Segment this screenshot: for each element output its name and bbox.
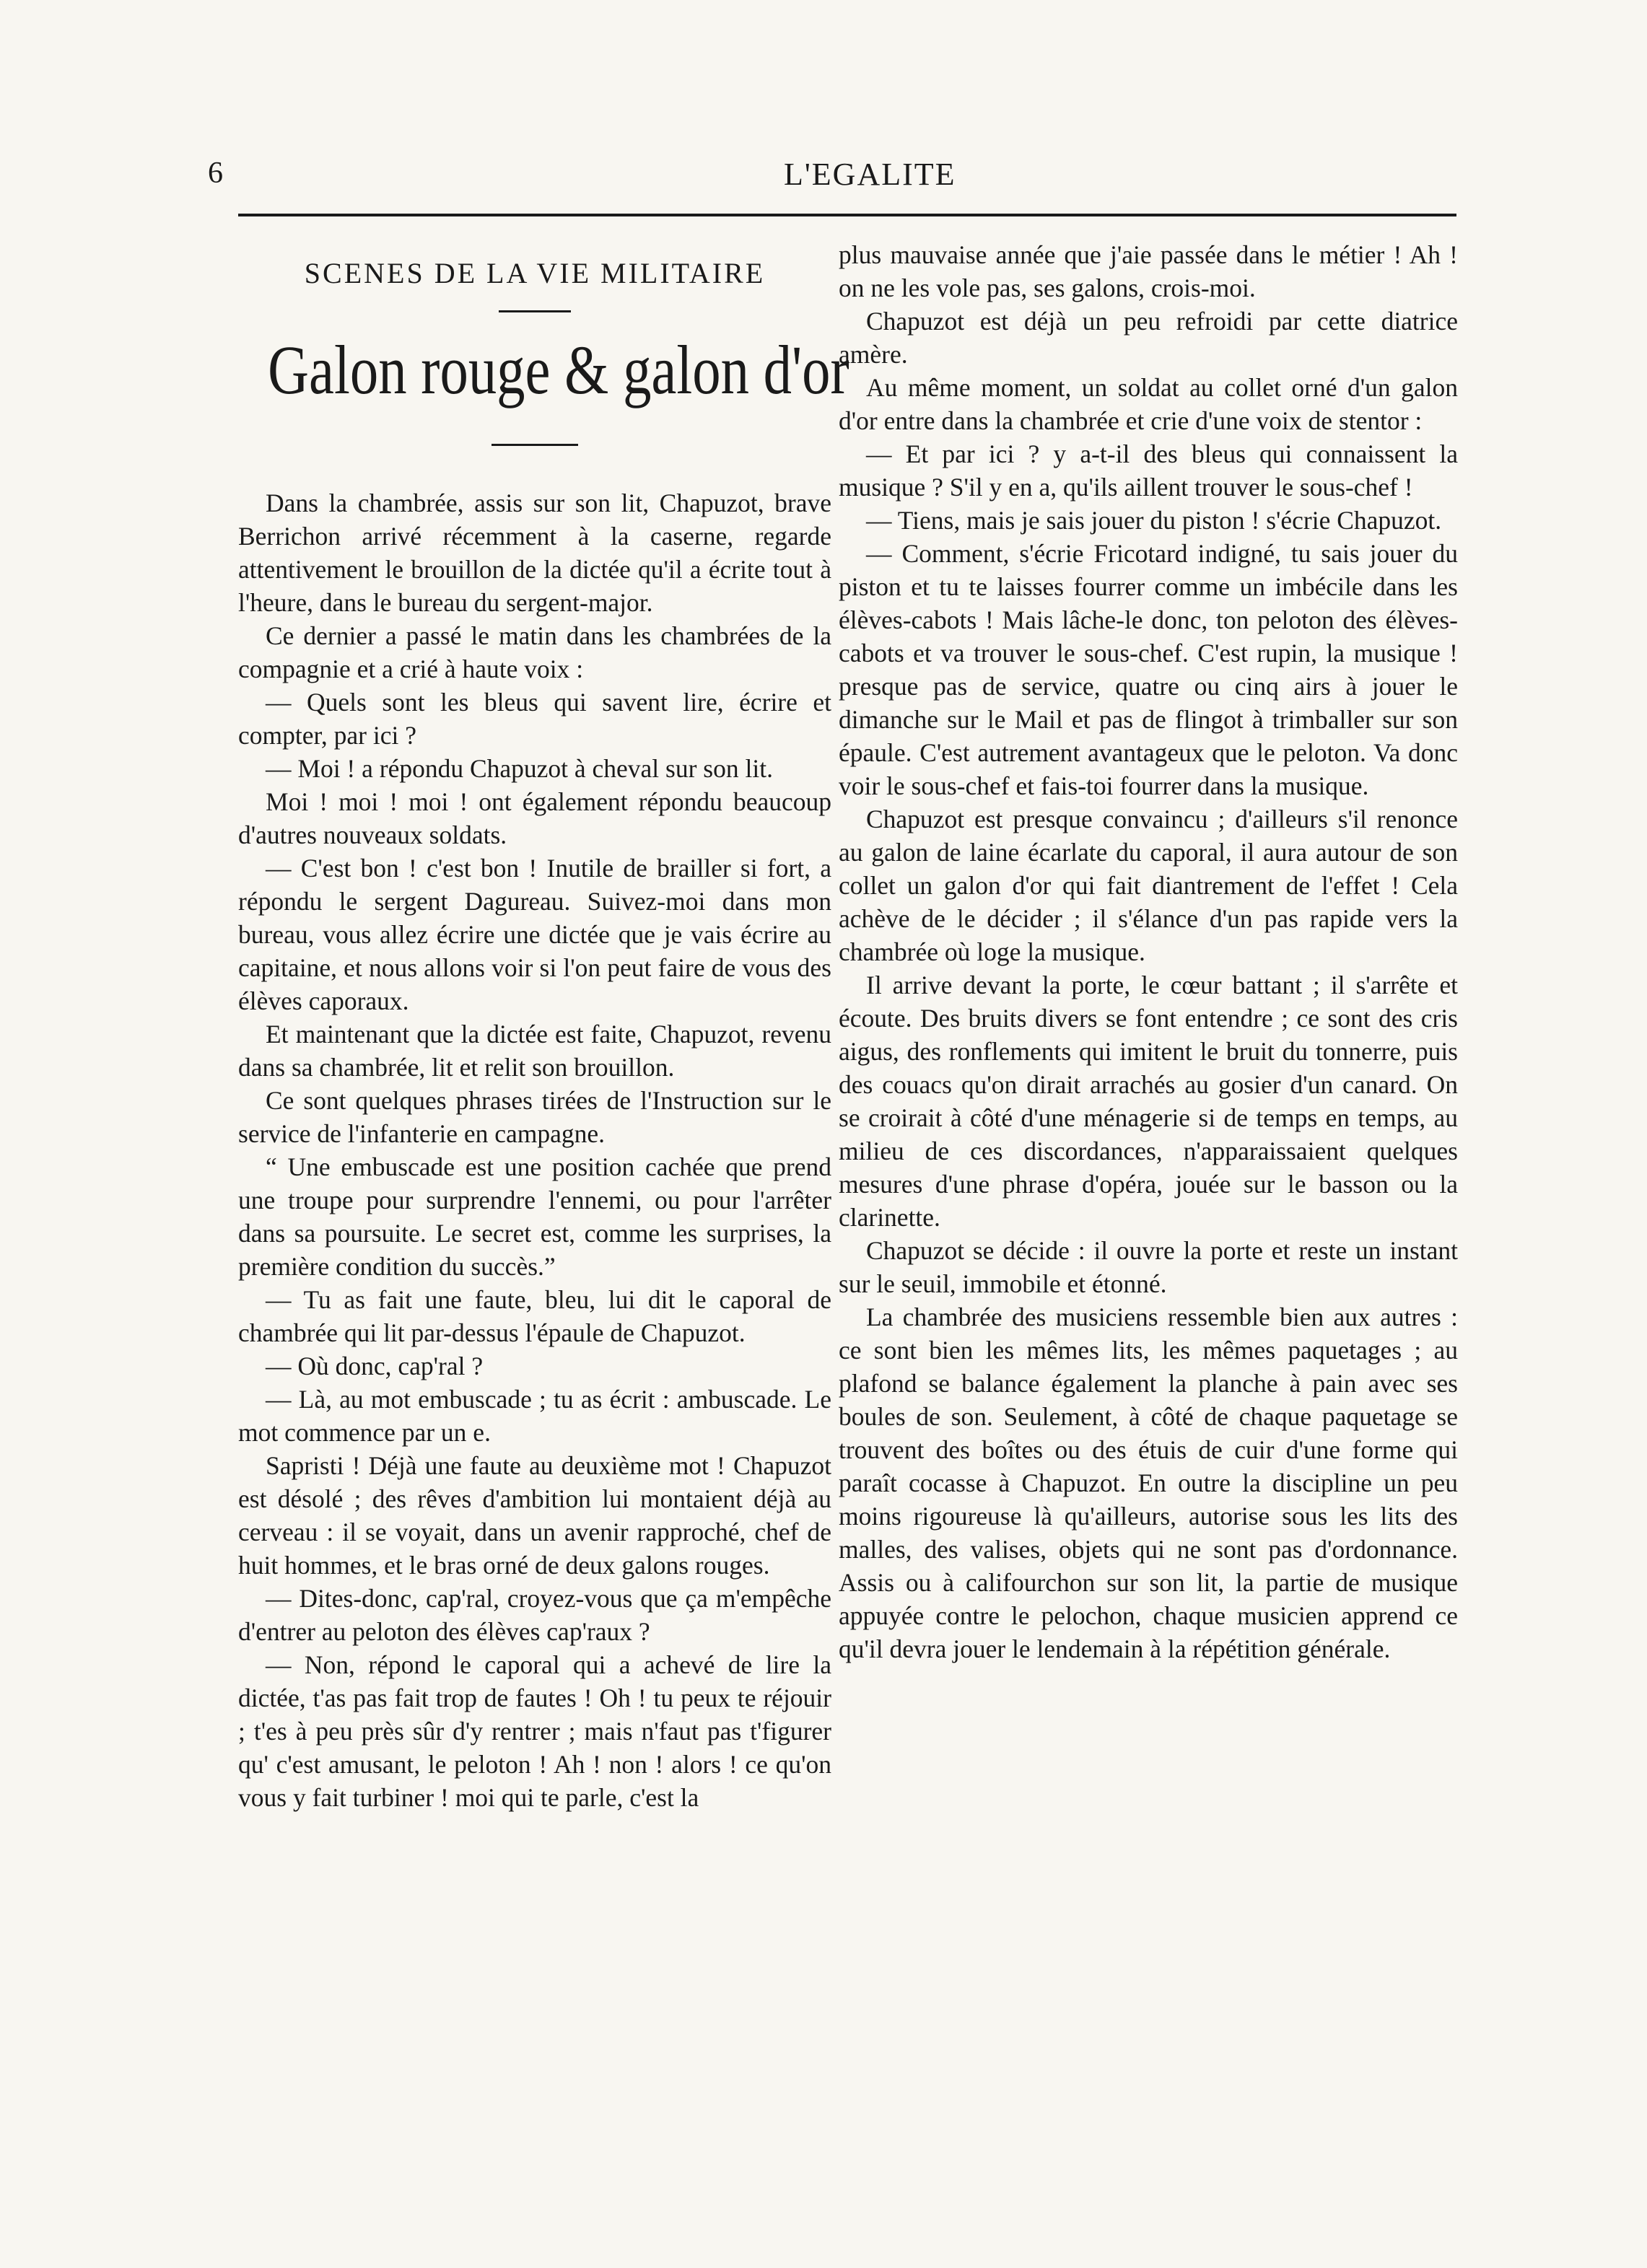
paragraph: — Non, répond le caporal qui a achevé de lire la dictée, t'as pas fait trop de fautes ! Oh ! tu peux te réjouir ; t'es à peu près sûr d'y rentrer ; mais n'faut pas t'figurer qu' c'est amusant, le peloton ! Ah ! non ! alors ! ce qu'on vous y fait turbiner ! moi qui te parle, c'est la	[238, 1650, 831, 1812]
paragraph: — Moi ! a répondu Chapuzot à cheval sur son lit.	[266, 754, 773, 783]
paragraph: Ce dernier a passé le matin dans les chambrées de la compagnie et a crié à haute voix :	[238, 621, 831, 683]
article-title: Galon rouge & galon d'or	[268, 331, 849, 408]
paragraph: — Où donc, cap'ral ?	[266, 1352, 484, 1380]
paragraph: Il arrive devant la porte, le cœur battant ; il s'arrête et écoute. Des bruits divers se font entendre ; ce sont des cris aigus, des ronflements qui imitent le bruit du tonnerre, puis des couacs qu'on dirait arrachés au gosier d'un canard. On se croirait à côté d'une ménagerie si de temps en temps, au milieu de ces discordances, n'apparaissaient quelques mesures d'une phrase d'opéra, jouée sur le basson ou la clarinette.	[839, 971, 1458, 1232]
paragraph: Ce sont quelques phrases tirées de l'Instruction sur le service de l'infanterie en campagne.	[238, 1086, 831, 1148]
paragraph: Sapristi ! Déjà une faute au deuxième mot ! Chapuzot est désolé ; des rêves d'ambition lui montaient déjà au cerveau : il se voyait, dans un avenir rapproché, chef de huit hommes, et le bras orné de deux galons rouges.	[238, 1451, 831, 1580]
paragraph: Chapuzot est déjà un peu refroidi par cette diatrice amère.	[839, 307, 1458, 369]
paragraph: — Dites-donc, cap'ral, croyez-vous que ça m'empêche d'entrer au peloton des élèves cap'raux ?	[238, 1584, 831, 1646]
paragraph: — Quels sont les bleus qui savent lire, écrire et compter, par ici ?	[238, 688, 831, 750]
paragraph: — Tiens, mais je sais jouer du piston ! s'écrie Chapuzot.	[866, 506, 1442, 535]
paragraph: Et maintenant que la dictée est faite, Chapuzot, revenu dans sa chambrée, lit et relit son brouillon.	[238, 1020, 831, 1082]
section-title: SCENES DE LA VIE MILITAIRE	[304, 257, 766, 289]
right-column	[839, 238, 1458, 1665]
paragraph: Chapuzot est presque convaincu ; d'ailleurs s'il renonce au galon de laine écarlate du caporal, il aura autour de son collet un galon d'or qui fait diantrement de l'effet ! Cela achève de le décider ; il s'élance d'un pas rapide vers la chambrée où loge la musique.	[839, 805, 1458, 966]
paragraph: Chapuzot se décide : il ouvre la porte et reste un instant sur le seuil, immobile et étonné.	[839, 1236, 1458, 1298]
running-title: L'EGALITE	[784, 157, 956, 192]
paragraph: — Comment, s'écrie Fricotard indigné, tu sais jouer du piston et tu te laisses fourrer comme un imbécile dans les élèves-cabots ! Mais lâche-le donc, ton peloton des élèves-cabots et va trouver le sous-chef. C'est rupin, la musique ! presque pas de service, quatre ou cinq airs à jouer le dimanche sur le Mail et pas de flingot à trimballer sur son épaule. C'est autrement avantageux que le peloton. Va donc voir le sous-chef et fais-toi fourrer dans la musique.	[839, 539, 1458, 800]
left-column	[238, 238, 849, 1814]
paragraph: “ Une embuscade est une position cachée que prend une troupe pour surprendre l'ennemi, ou pour l'arrêter dans sa poursuite. Le secret est, comme les surprises, la première condition du succès.”	[238, 1152, 831, 1281]
paragraph: plus mauvaise année que j'aie passée dans le métier ! Ah ! on ne les vole pas, ses galons, crois-moi.	[839, 240, 1458, 302]
paragraph: — C'est bon ! c'est bon ! Inutile de brailler si fort, a répondu le sergent Dagureau. Suivez-moi dans mon bureau, vous allez écrire une dictée que je vais écrire au capitaine, et nous allons voir si l'on peut faire de vous des élèves caporaux.	[238, 854, 831, 1015]
page-number: 6	[208, 157, 223, 190]
paragraph: La chambrée des musiciens ressemble bien aux autres : ce sont bien les mêmes lits, les mêmes paquetages ; au plafond se balance également la planche à pain avec ses boules de son. Seulement, à côté de chaque paquetage se trouvent des boîtes ou des étuis de cuir d'une forme qui paraît cocasse à Chapuzot. En outre la discipline un peu moins rigoureuse là qu'ailleurs, autorise sous les lits des malles, des valises, objets qui ne sont pas d'ordonnance. Assis ou à califourchon sur son lit, la partie de musique appuyée contre le pelochon, chaque musicien apprend ce qu'il devra jouer le lendemain à la répétition générale.	[839, 1302, 1458, 1663]
header-rule	[238, 214, 1456, 216]
title-divider-top	[499, 310, 571, 312]
paragraph: — Là, au mot embuscade ; tu as écrit : ambuscade. Le mot commence par un e.	[238, 1385, 831, 1447]
paragraph: Moi ! moi ! moi ! ont également répondu beaucoup d'autres nouveaux soldats.	[238, 787, 831, 849]
paragraph: — Et par ici ? y a-t-il des bleus qui connaissent la musique ? S'il y en a, qu'ils aillent trouver le sous-chef !	[839, 439, 1458, 502]
title-divider-bottom	[492, 444, 578, 446]
paragraph: Au même moment, un soldat au collet orné d'un galon d'or entre dans la chambrée et crie d'une voix de stentor :	[839, 373, 1458, 435]
paragraph: — Tu as fait une faute, bleu, lui dit le caporal de chambrée qui lit par-dessus l'épaule de Chapuzot.	[238, 1285, 831, 1347]
paragraph: Dans la chambrée, assis sur son lit, Chapuzot, brave Berrichon arrivé récemment à la caserne, regarde attentivement le brouillon de la dictée qu'il a écrite tout à l'heure, dans le bureau du sergent-major.	[238, 489, 831, 617]
